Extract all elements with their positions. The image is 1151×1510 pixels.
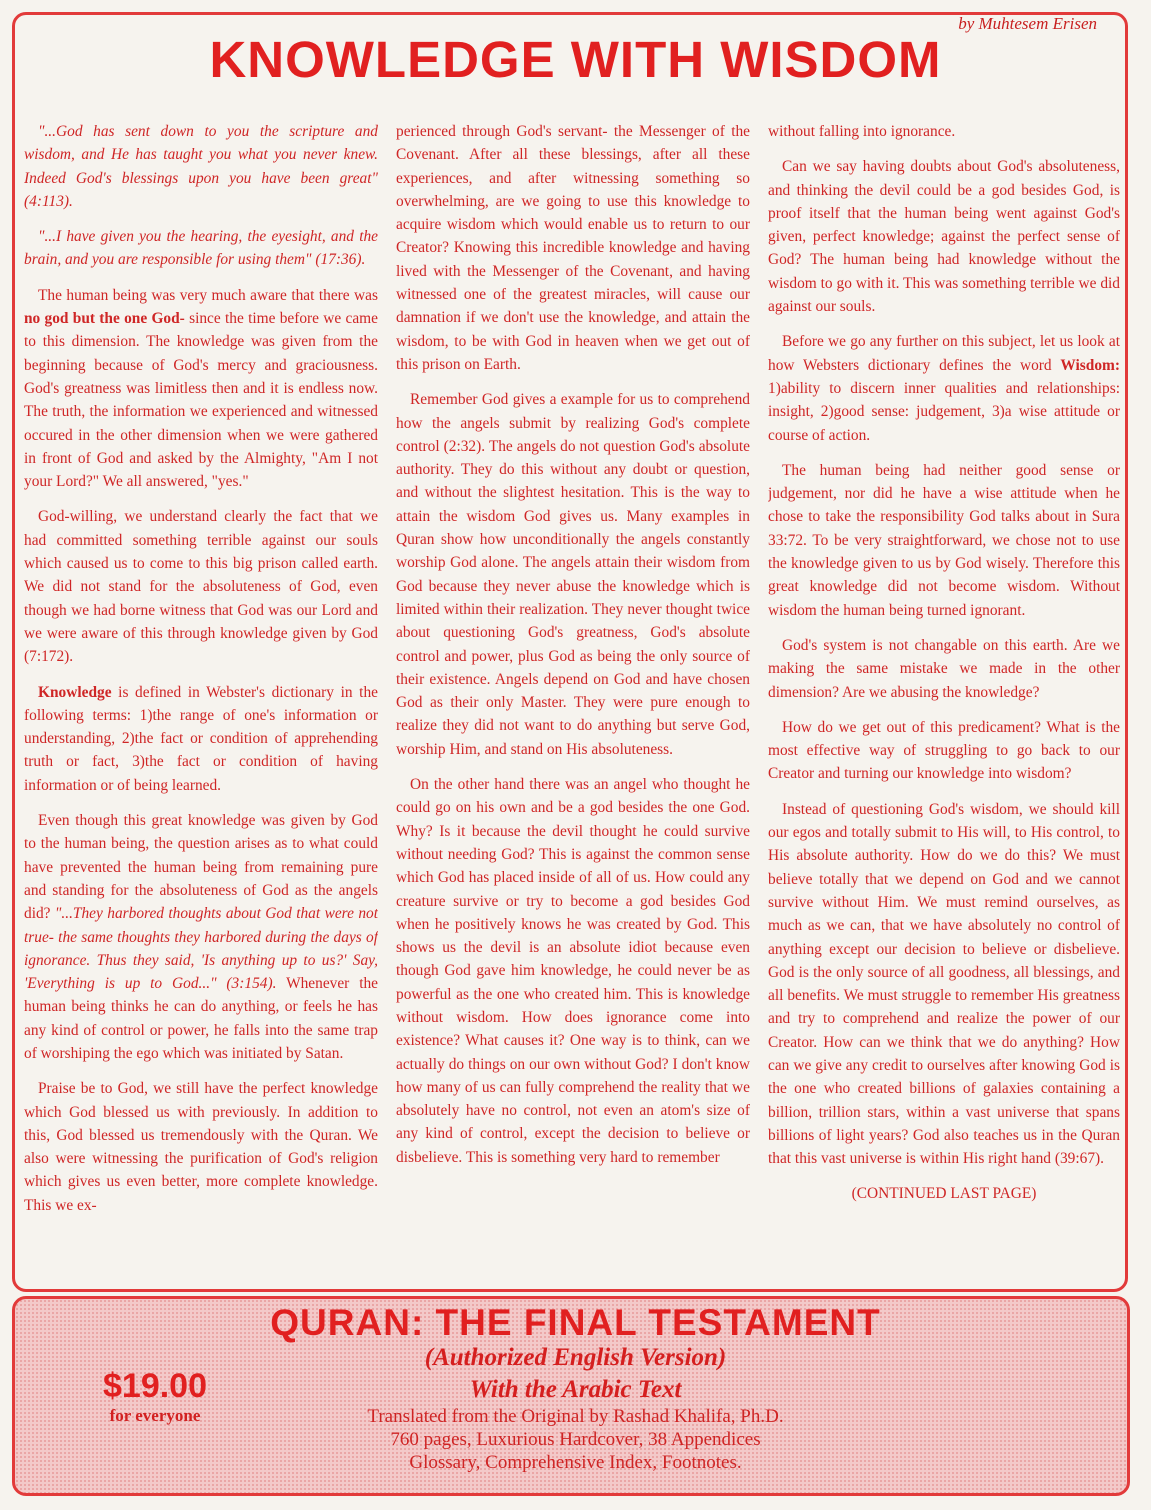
paragraph: perienced through God's servant- the Messenger of the Covenant. After all these blessings, after all these experiences, and after witnessing something so overwhelming, are we going to use this knowledge to acquire wisdom which would enable us to return to our Creator? Knowing this incredible knowledge and having lived with the Messenger of the Covenant, and having witnessed one of the greatest miracles, will cause our damnation if we don't use the knowledge, and attain the wisdom, to be with God in heaven when we get out of this prison on Earth. [396,123,750,373]
emphasis-bold: no god but the one God- [24,310,185,328]
paragraph: Remember God gives a example for us to comprehend how the angels submit by realizing God's complete control (2:32). The angels do not question God's absolute authority. They do this without any doubt or question, and without the slightest hesitation. This is the way to attain the wisdom God gives us. Many examples in Quran show how unconditionally the angels constantly worship God alone. The angels attain their wisdom from God because they never abuse the knowledge which is limited within their realization. They never thought twice about questioning God's greatness, God's absolute control and power, plus God as being the only source of their existence. Angels depend on God and have chosen God as their only Master. They were pure enough to realize they did not want to do anything but serve God, worship Him, and stand on His absoluteness. [396,391,750,758]
paragraph: Before we go any further on this subject, let us look at how Websters dictionary defines the word Wisdom: 1)ability to discern inner qualities and relationships: insight, 2)good sense: judgement, 3)a wise attitude or course of action. [768,333,1120,444]
book-subtitle: (Authorized English Version) [424,1344,727,1371]
book-title: QURAN: THE FINAL TESTAMENT [270,1302,881,1343]
term-knowledge: Knowledge [38,683,112,701]
paragraph: without falling into ignorance. [768,123,956,140]
book-translator: Translated from the Original by Rashad Khalifa, Ph.D. [367,1406,784,1427]
article-column-1 [24,120,378,1290]
quote-17-36: "...I have given you the hearing, the eyesight, and the brain, and you are responsible for using them" (17:36). [24,228,378,269]
paragraph: Knowledge is defined in Webster's dictionary in the following terms: 1)the range of one's information or understanding, 2)the fact or condition of apprehending truth or fact, 3)the fact or condition of having information or of being learned. [24,683,378,794]
paragraph: Instead of questioning God's wisdom, we should kill our egos and totally submit to His will, to His control, to His absolute authority. How do we do this? We must believe totally that we depend on God and we cannot survive without Him. We must remind ourselves, as much as we can, that we have absolutely no control of anything except our decision to believe or disbelieve. God is the only source of all goodness, all blessings, and all benefits. We must struggle to remember His greatness and try to comprehend and realize the power of our Creator. How can we think that we do anything? How can we give any credit to ourselves after knowing God is the one who created billions of galaxies containing a billion, trillion stars, within a vast universe that spans billions of light years? God also teaches us in the Quran that this vast universe is within His right hand (39:67). [768,800,1120,1168]
price-note: for everyone [109,1406,201,1425]
paragraph: Praise be to God, we still have the perfect knowledge which God blessed us with previously. In addition to this, God blessed us tremendously with the Quran. We also were witnessing the purification of God's religion which gives us even better, more complete knowledge. This we ex- [24,1080,378,1214]
paragraph: How do we get out of this predicament? What is the most effective way of struggling to go back to our Creator and turning our knowledge into wisdom? [768,718,1120,783]
paragraph: Even though this great knowledge was given by God to the human being, the question arises as to what could have prevented the human being from remaining pure and standing for the absoluteness of God as the angels did? "...They harbored thoughts about God that were not true- the same thoughts they harbored during the days of ignorance. Thus they said, 'Is anything up to us?' Say, 'Everything is up to God..." (3:154). Whenever the human being thinks he can do anything, or feels he has any kind of control or power, he falls into the same trap of worshiping the ego which was initiated by Satan. [24,812,378,1062]
article-column-3 [768,120,1120,1290]
book-price: $19.00 [103,1367,207,1405]
article-column-2 [396,120,750,1290]
paragraph: The human being had neither good sense or judgement, nor did he have a wise attitude when he chose to take the responsibility God talks about in Sura 33:72. To be very straightforward, we chose not to use the knowledge given to us by God wisely. Therefore this great knowledge did not become wisdom. Without wisdom the human being turned ignorant. [768,461,1120,619]
continued-note: (CONTINUED LAST PAGE) [851,1185,1037,1203]
paragraph: Can we say having doubts about God's absoluteness, and thinking the devil could be a god besides God, is proof itself that the human being went against God's given, perfect knowledge; against the perfect sense of God? The human being had knowledge without the wisdom to go with it. This was something terrible we did against our souls. [768,158,1120,316]
paragraph: The human being was very much aware that there was no god but the one God- since the time before we came to this dimension. The knowledge was given from the beginning because of God's mercy and graciousness. God's greatness was limitless then and it is endless now. The truth, the information we experienced and witnessed occured in the other dimension when we were gathered in front of God and asked by the Almighty, "Am I not your Lord?" We all answered, "yes." [24,286,378,491]
term-wisdom: Wisdom: [1060,356,1120,374]
book-features: Glossary, Comprehensive Index, Footnotes. [409,1452,742,1473]
book-subtitle-arabic: With the Arabic Text [469,1376,682,1403]
quote-3-154: "...They harbored thoughts about God that were not true- the same thoughts they harbored during the days of ignorance. Thus they said, 'Is anything up to us?' Say, 'Everything is up to God..." (3:154). [24,905,378,993]
paragraph: On the other hand there was an angel who thought he could go on his own and be a god besides the one God. Why? Is it because the devil thought he could survive without needing God? This is against the common sense which God has placed inside of all of us. How could any creature survive or try to become a god besides God when he positively knows he was created by God. This shows us the devil is an absolute idiot because even though God gave him knowledge, he could never be as powerful as the one who created him. This is knowledge without wisdom. How does ignorance come into existence? What causes it? One way is to think, can we actually do things on our own without God? I don't know how many of us can fully comprehend the reality that we absolutely have no control, not even an atom's size of any kind of control, except the decision to believe or disbelieve. This is something very hard to remember [396,776,750,1166]
paragraph: God's system is not changable on this earth. Are we making the same mistake we made in the other dimension? Are we abusing the knowledge? [768,636,1120,701]
book-details: 760 pages, Luxurious Hardcover, 38 Appendices [390,1429,761,1450]
quote-4-113: "...God has sent down to you the scripture and wisdom, and He has taught you what you never knew. Indeed God's blessings upon you have been great" (4:113). [24,123,378,210]
article-title: KNOWLEDGE WITH WISDOM [209,31,942,88]
byline: by Muhtesem Erisen [958,14,1097,33]
paragraph: God-willing, we understand clearly the fact that we had committed something terrible against our souls which caused us to come to this big prison called earth. We did not stand for the absoluteness of God, even though we had borne witness that God was our Lord and we were aware of this through knowledge given by God (7:172). [24,508,378,666]
